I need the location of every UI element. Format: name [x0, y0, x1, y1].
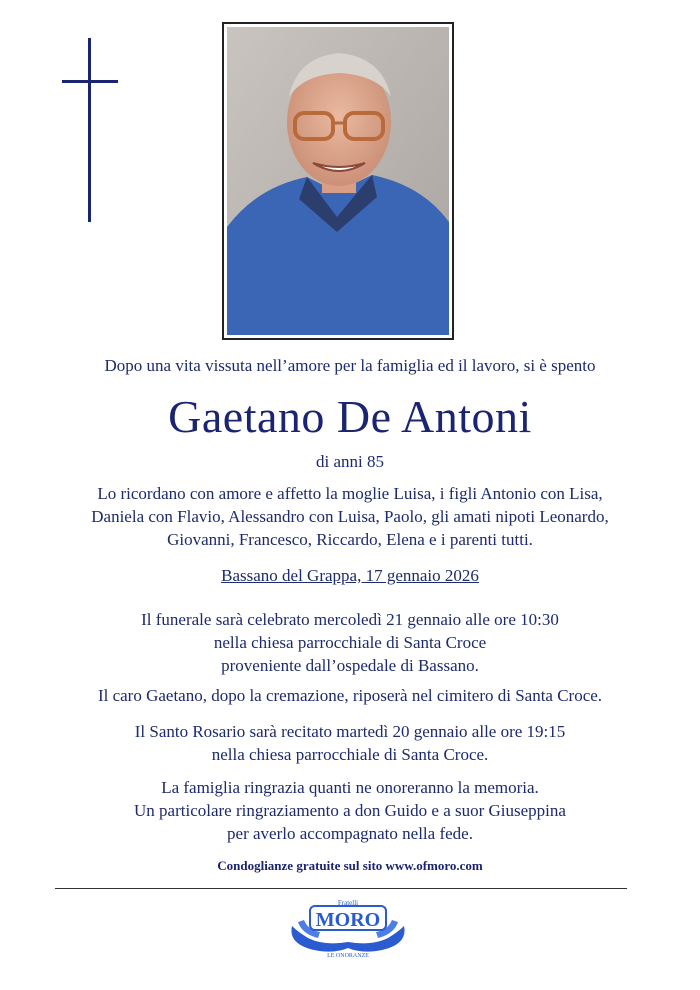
logo-bottom-text: LE ONORANZE	[327, 953, 369, 958]
intro-text: Dopo una vita vissuta nell’amore per la famiglia ed il lavoro, si è spento	[104, 356, 596, 375]
cross-icon	[62, 38, 118, 222]
funeral-paragraph	[0, 608, 700, 677]
condolences-link[interactable]: Condoglianze gratuite sul sito www.ofmoro.com	[217, 858, 483, 873]
place-date-text: Bassano del Grappa, 17 gennaio 2026	[221, 566, 479, 585]
divider	[55, 888, 627, 889]
moro-logo	[284, 896, 412, 958]
remembrance-paragraph	[30, 482, 670, 551]
rosary-line: nella chiesa parrocchiale di Santa Croce.	[211, 745, 489, 764]
funeral-line: nella chiesa parrocchiale di Santa Croce	[213, 633, 487, 652]
funeral-line: proveniente dall’ospedale di Bassano.	[221, 656, 479, 675]
thanks-paragraph	[0, 776, 700, 845]
portrait-photo	[222, 22, 454, 340]
thanks-line: per averlo accompagnato nella fede.	[227, 824, 473, 843]
thanks-line: La famiglia ringrazia quanti ne onoreranno la memoria.	[161, 778, 539, 797]
cremation-text: Il caro Gaetano, dopo la cremazione, riposerà nel cimitero di Santa Croce.	[97, 686, 603, 705]
remembrance-line: Lo ricordano con amore e affetto la moglie Luisa, i figli Antonio con Lisa,	[97, 484, 603, 503]
rosary-paragraph	[0, 720, 700, 766]
place-date	[0, 566, 700, 586]
thanks-line: Un particolare ringraziamento a don Guido e a suor Giuseppina	[134, 801, 566, 820]
remembrance-line: Daniela con Flavio, Alessandro con Luisa, Paolo, gli amati nipoti Leonardo,	[91, 507, 609, 526]
age-text: di anni 85	[316, 452, 384, 471]
remembrance-line: Giovanni, Francesco, Riccardo, Elena e i parenti tutti.	[167, 530, 533, 549]
rosary-line: Il Santo Rosario sarà recitato martedì 20 gennaio alle ore 19:15	[134, 722, 566, 741]
funeral-line: Il funerale sarà celebrato mercoledì 21 gennaio alle ore 10:30	[141, 610, 559, 629]
logo-brand-text: MORO	[315, 909, 381, 931]
deceased-name: Gaetano De Antoni	[168, 391, 532, 442]
logo-top-text: Fratelli	[337, 899, 359, 907]
